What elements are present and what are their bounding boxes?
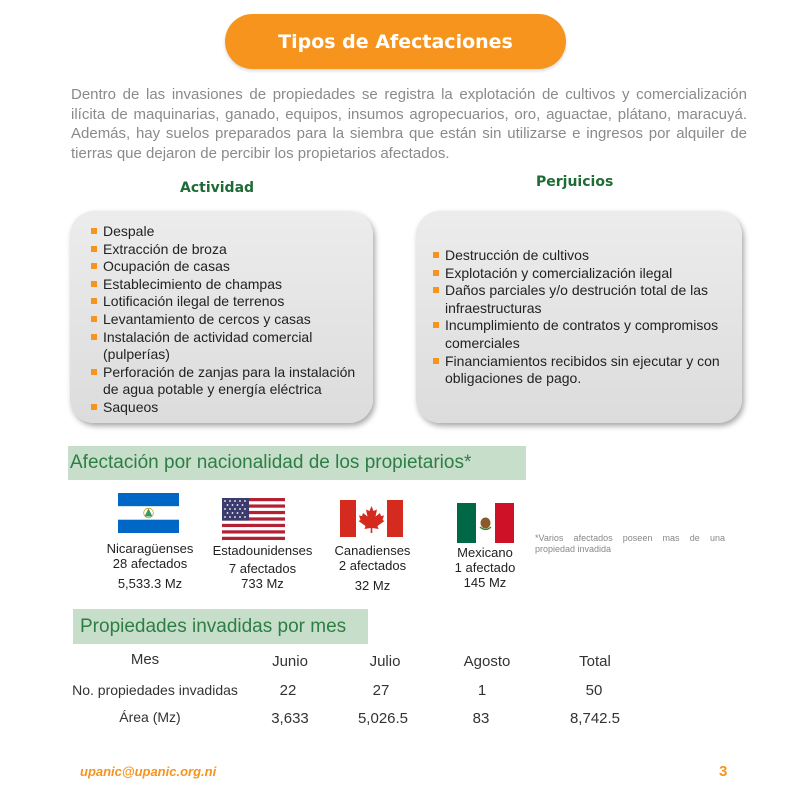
country-name: Canadienses [334,543,411,558]
bullet-icon [433,322,439,328]
country-area: 32 Mz [354,578,391,593]
footer-email: upanic@upanic.org.ni [80,764,217,779]
intro-paragraph: Dentro de las invasiones de propiedades se registra la explotación de cultivos y comercialización ilícita de maquinarias, ganado, equipos, insumos agropecuarios, oro, aguactae, plátano, maracuyá. Además, hay suelos preparados para la siembra que están sin utilizarse e ingresos por alquiler de tierras que dejaron de percibir los propietarios afectados. [71,86,747,162]
table-header: Junio [272,653,308,670]
country-area: 5,533.3 Mz [117,576,183,591]
list-item: Destrucción de cultivos [433,247,733,265]
table-header: Agosto [463,653,511,670]
canada-flag-icon [340,500,403,537]
bullet-icon [91,228,97,234]
country-count: 2 afectados [338,558,407,573]
bullet-icon [433,358,439,364]
list-item: Despale [91,223,366,241]
list-item: Daños parciales y/o destrución total de las infraestructuras [433,282,733,317]
footnote: *Varios afectados poseen mas de una propiedad invadida [535,533,725,554]
list-item: Saqueos [91,399,366,417]
country-mexico [440,545,530,590]
perjuicios-list [433,247,733,388]
actividad-heading: Actividad [180,180,255,196]
bullet-icon [91,369,97,375]
list-item: Lotificación ilegal de terrenos [91,293,366,311]
country-name: Nicaragüenses [106,541,194,556]
page-title: Tipos de Afectaciones [225,14,566,69]
list-item: Financiamientos recibidos sin ejecutar y con obligaciones de pago. [433,353,733,388]
table-cell: 50 [585,682,603,699]
page-number: 3 [719,763,728,780]
bullet-icon [91,281,97,287]
bullet-icon [91,404,97,410]
table-cell: 3,633 [271,710,309,727]
actividad-card [70,211,373,423]
nacionalidad-heading: Afectación por nacionalidad de los propietarios* [68,446,526,480]
bullet-icon [433,270,439,276]
table-cell: 5,026.5 [357,710,409,727]
list-item: Levantamiento de cercos y casas [91,311,366,329]
mexico-flag-icon [457,503,514,543]
bullet-icon [433,252,439,258]
table-cell: 83 [472,710,490,727]
bullet-icon [91,246,97,252]
list-item: Perforación de zanjas para la instalación de agua potable y energía eléctrica [91,364,366,399]
country-area: 145 Mz [463,575,507,590]
country-count: 28 afectados [112,556,188,571]
list-item: Extracción de broza [91,241,366,259]
country-nicaragua [95,541,205,591]
country-name: Mexicano [457,545,513,560]
table-header: Mes [130,651,160,668]
table-cell: 27 [372,682,390,699]
table-row-label: Área (Mz) [119,709,181,725]
actividad-list [91,223,366,417]
nicaragua-flag-icon [118,493,179,533]
perjuicios-heading: Perjuicios [536,174,614,190]
table-cell: 22 [279,682,297,699]
country-name: Estadounidenses [212,543,313,558]
bullet-icon [433,287,439,293]
perjuicios-card [416,211,742,423]
country-count: 7 afectados [228,561,297,576]
country-area: 733 Mz [241,576,284,591]
bullet-icon [91,263,97,269]
table-header: Total [579,653,611,670]
list-item: Explotación y comercialización ilegal [433,265,733,283]
usa-flag-icon [222,498,285,540]
bullet-icon [91,334,97,340]
country-count: 1 afectado [454,560,516,575]
table-header: Julio [369,653,401,670]
meses-heading: Propiedades invadidas por mes [73,609,368,644]
list-item: Establecimiento de champas [91,276,366,294]
table-row-label: No. propiedades invadidas [72,682,238,698]
table-cell: 1 [477,682,487,699]
list-item: Ocupación de casas [91,258,366,276]
bullet-icon [91,298,97,304]
bullet-icon [91,316,97,322]
country-usa [205,543,320,591]
list-item: Instalación de actividad comercial (pulperías) [91,329,366,364]
country-canada [320,543,425,593]
list-item: Incumplimiento de contratos y compromisos comerciales [433,317,733,352]
table-cell: 8,742.5 [569,710,621,727]
